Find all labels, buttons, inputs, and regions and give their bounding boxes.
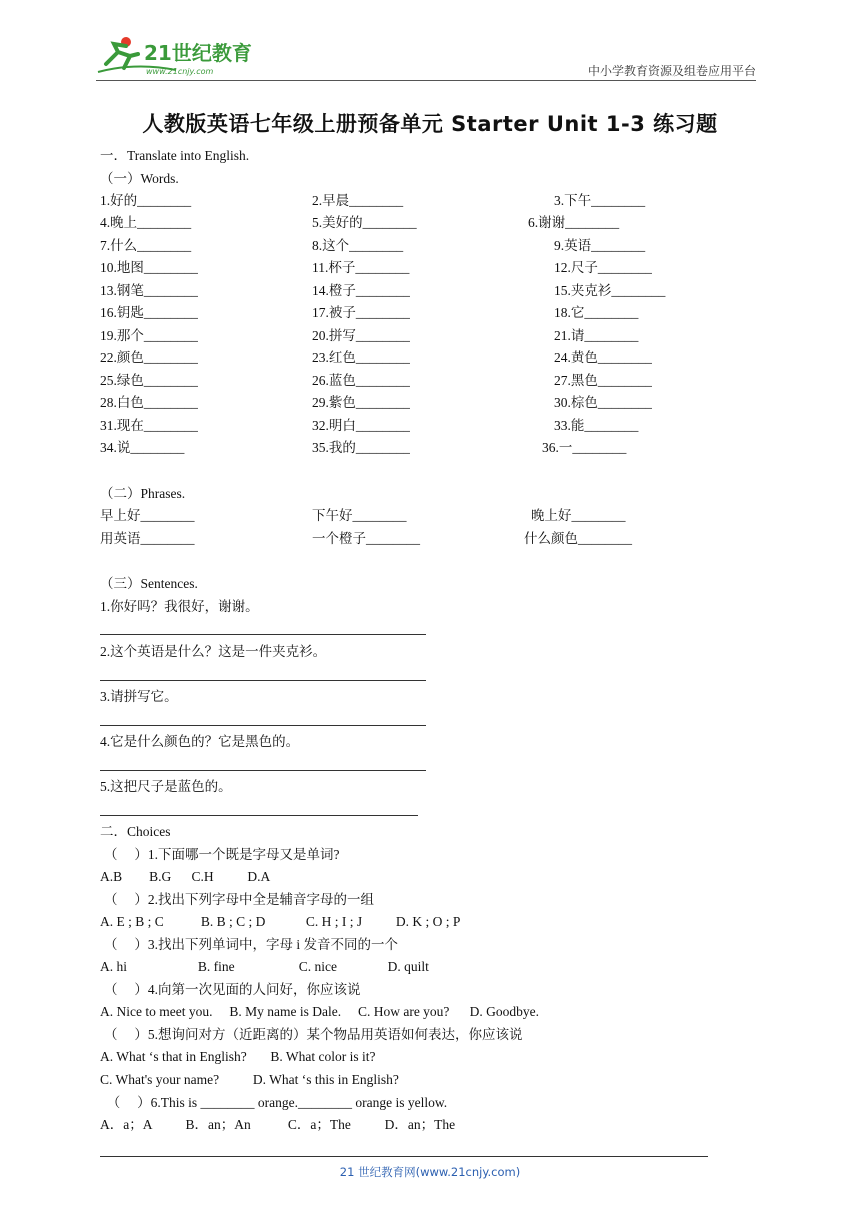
word-item: 27.黑色________ (554, 373, 652, 388)
logo-url: www.21cnjy.com (146, 67, 214, 76)
footer-divider (100, 1156, 708, 1157)
word-item: 31.现在________ (100, 418, 198, 433)
word-item: 4.晚上________ (100, 215, 192, 230)
answer-line (100, 634, 426, 635)
logo-text: 21世纪教育 (144, 41, 252, 65)
word-item: 22.颜色________ (100, 350, 198, 365)
page-title: 人教版英语七年级上册预备单元 Starter Unit 1-3 练习题 (142, 112, 718, 136)
word-item: 21.请________ (554, 328, 639, 343)
word-item: 9.英语________ (554, 238, 646, 253)
question-options: A．a；A B．an；An C．a；The D．an；The (100, 1117, 456, 1132)
word-item: 20.拼写________ (312, 328, 410, 343)
phrase-item: 什么颜色________ (524, 531, 632, 546)
phrase-item: 晚上好________ (531, 508, 626, 523)
phrase-item: 一个橙子________ (312, 531, 420, 546)
word-item: 25.绿色________ (100, 373, 198, 388)
question-stem: （ ）6.This is ________ orange.________ orange is yellow. (100, 1095, 448, 1110)
word-item: 28.白色________ (100, 395, 198, 410)
footer-link[interactable]: 21 世纪教育网(www.21cnjy.com) (339, 1165, 521, 1179)
word-item: 10.地图________ (100, 260, 198, 275)
answer-line (100, 815, 418, 816)
word-item: 5.美好的________ (312, 215, 417, 230)
header-platform-text: 中小学教育资源及组卷应用平台 (587, 64, 756, 78)
question-stem: （ ）2.找出下列字母中全是辅音字母的一组 (104, 892, 374, 907)
word-item: 16.钥匙________ (100, 305, 198, 320)
word-item: 17.被子________ (312, 305, 410, 320)
word-item: 18.它________ (554, 305, 639, 320)
word-item: 2.早晨________ (312, 193, 404, 208)
word-item: 30.棕色________ (554, 395, 652, 410)
word-item: 8.这个________ (312, 238, 404, 253)
question-options: A. What ‘s that in English? B. What color is it? (100, 1049, 376, 1064)
question-stem: （ ）5.想询问对方（近距离的）某个物品用英语如何表达，你应该说 (104, 1027, 523, 1042)
question-options: C. What's your name? D. What ‘s this in English? (100, 1072, 399, 1087)
word-item: 24.黄色________ (554, 350, 652, 365)
word-item: 32.明白________ (312, 418, 410, 433)
answer-line (100, 770, 426, 771)
answer-line (100, 680, 426, 681)
words-heading: （一）Words. (100, 171, 179, 186)
word-item: 6.谢谢________ (528, 215, 620, 230)
sentence-item: 4.它是什么颜色的？它是黑色的。 (100, 734, 300, 749)
word-item: 15.夹克衫________ (554, 283, 666, 298)
sentence-item: 2.这个英语是什么？这是一件夹克衫。 (100, 644, 327, 659)
phrase-item: 早上好________ (100, 508, 195, 523)
word-item: 19.那个________ (100, 328, 198, 343)
word-item: 3.下午________ (554, 193, 646, 208)
sentence-item: 3.请拼写它。 (100, 689, 178, 704)
section1-heading: 一．Translate into English. (100, 148, 250, 163)
word-item: 29.紫色________ (312, 395, 410, 410)
sentence-item: 1.你好吗？我很好，谢谢。 (100, 599, 259, 614)
phrases-heading: （二）Phrases. (100, 486, 186, 501)
word-item: 35.我的________ (312, 440, 410, 455)
word-item: 26.蓝色________ (312, 373, 410, 388)
word-item: 33.能________ (554, 418, 639, 433)
word-item: 14.橙子________ (312, 283, 410, 298)
phrase-item: 下午好________ (312, 508, 407, 523)
phrase-item: 用英语________ (100, 531, 195, 546)
question-stem: （ ）4.向第一次见面的人问好，你应该说 (104, 982, 361, 997)
word-item: 11.杯子________ (312, 260, 410, 275)
question-options: A. Nice to meet you. B. My name is Dale. C. How are you? D. Goodbye. (100, 1004, 540, 1019)
word-item: 7.什么________ (100, 238, 192, 253)
site-logo (96, 34, 266, 80)
sentences-heading: （三）Sentences. (100, 576, 198, 591)
question-options: A.B B.G C.H D.A (100, 869, 271, 884)
word-item: 13.钢笔________ (100, 283, 198, 298)
question-options: A. E ; B ; C B. B ; C ; D C. H ; I ; J D. K ; O ; P (100, 914, 461, 929)
word-item: 1.好的________ (100, 193, 192, 208)
header-divider (96, 80, 756, 81)
question-stem: （ ）3.找出下列单词中，字母 i 发音不同的一个 (104, 937, 399, 952)
word-item: 12.尺子________ (554, 260, 652, 275)
section2-heading: 二．Choices (100, 824, 171, 839)
word-item: 36.一________ (542, 440, 627, 455)
word-item: 23.红色________ (312, 350, 410, 365)
question-options: A. hi B. fine C. nice D. quilt (100, 959, 429, 974)
question-stem: （ ）1.下面哪一个既是字母又是单词? (104, 847, 340, 862)
answer-line (100, 725, 426, 726)
word-item: 34.说________ (100, 440, 185, 455)
sentence-item: 5.这把尺子是蓝色的。 (100, 779, 232, 794)
